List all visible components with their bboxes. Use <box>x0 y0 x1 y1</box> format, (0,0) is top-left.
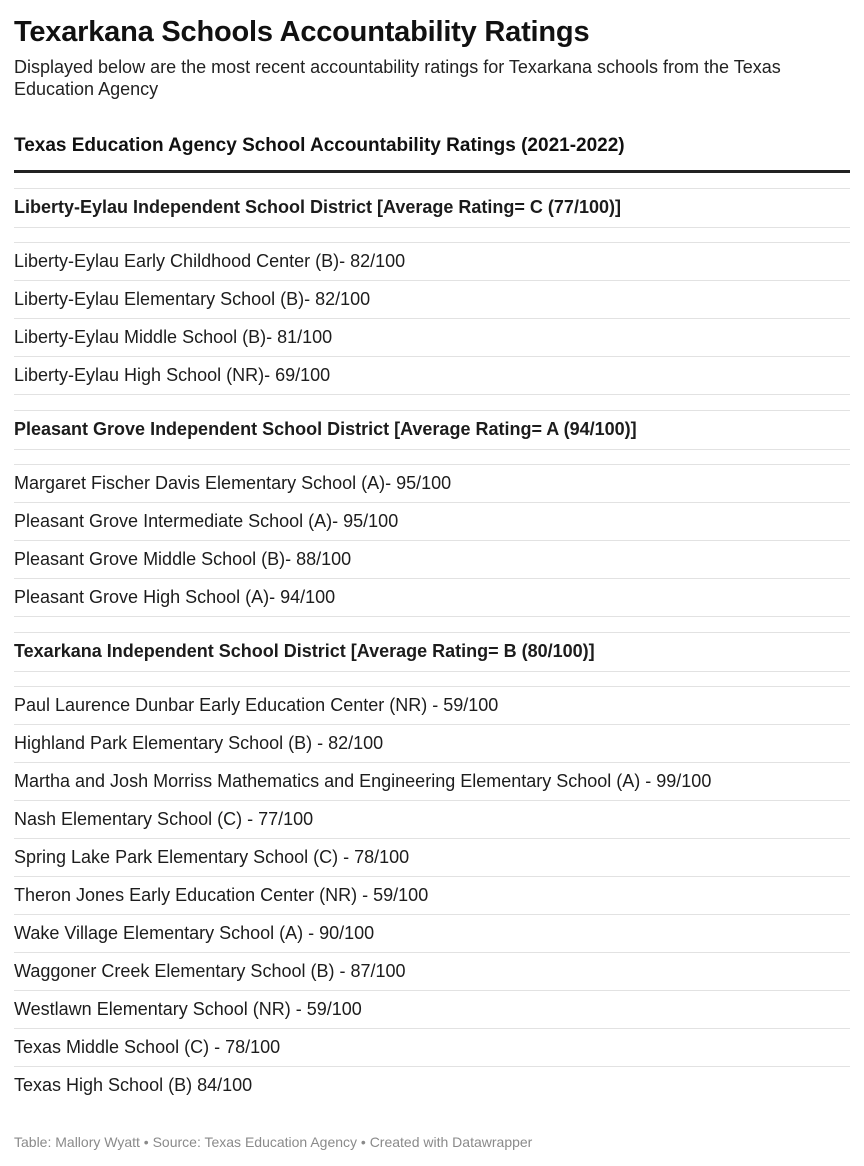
table-column-header: Texas Education Agency School Accountability Ratings (2021-2022) <box>14 134 850 173</box>
table-row: Liberty-Eylau Middle School (B)- 81/100 <box>14 319 850 357</box>
district-row: Texarkana Independent School District [Average Rating= B (80/100)] <box>14 632 850 672</box>
district-row: Liberty-Eylau Independent School District [Average Rating= C (77/100)] <box>14 188 850 228</box>
table-row: Liberty-Eylau Early Childhood Center (B)- 82/100 <box>14 242 850 281</box>
table-row: Highland Park Elementary School (B) - 82/100 <box>14 725 850 763</box>
page-title: Texarkana Schools Accountability Ratings <box>14 16 590 48</box>
table-row: Spring Lake Park Elementary School (C) - 78/100 <box>14 839 850 877</box>
table-row: Liberty-Eylau High School (NR)- 69/100 <box>14 357 850 395</box>
table-row: Pleasant Grove High School (A)- 94/100 <box>14 579 850 617</box>
table-row: Pleasant Grove Middle School (B)- 88/100 <box>14 541 850 579</box>
table-row: Texas High School (B) 84/100 <box>14 1075 253 1095</box>
footer-credits: Table: Mallory Wyatt • Source: Texas Education Agency • Created with Datawrapper <box>14 1134 533 1150</box>
table-row: Nash Elementary School (C) - 77/100 <box>14 801 850 839</box>
table-row: Liberty-Eylau Elementary School (B)- 82/100 <box>14 281 850 319</box>
table-row: Waggoner Creek Elementary School (B) - 87/100 <box>14 953 850 991</box>
table-row: Theron Jones Early Education Center (NR) - 59/100 <box>14 877 850 915</box>
table-row: Margaret Fischer Davis Elementary School (A)- 95/100 <box>14 464 850 503</box>
district-row: Pleasant Grove Independent School District [Average Rating= A (94/100)] <box>14 410 850 450</box>
table-row: Westlawn Elementary School (NR) - 59/100 <box>14 991 850 1029</box>
ratings-table <box>14 134 850 1104</box>
table-row: Texas Middle School (C) - 78/100 <box>14 1029 850 1067</box>
table-row: Paul Laurence Dunbar Early Education Center (NR) - 59/100 <box>14 686 850 725</box>
table-row: Martha and Josh Morriss Mathematics and Engineering Elementary School (A) - 99/100 <box>14 763 850 801</box>
page-subtitle: Displayed below are the most recent accountability ratings for Texarkana schools from the Texas Education Agency <box>14 57 781 99</box>
table-row: Pleasant Grove Intermediate School (A)- 95/100 <box>14 503 850 541</box>
table-row: Wake Village Elementary School (A) - 90/100 <box>14 915 850 953</box>
